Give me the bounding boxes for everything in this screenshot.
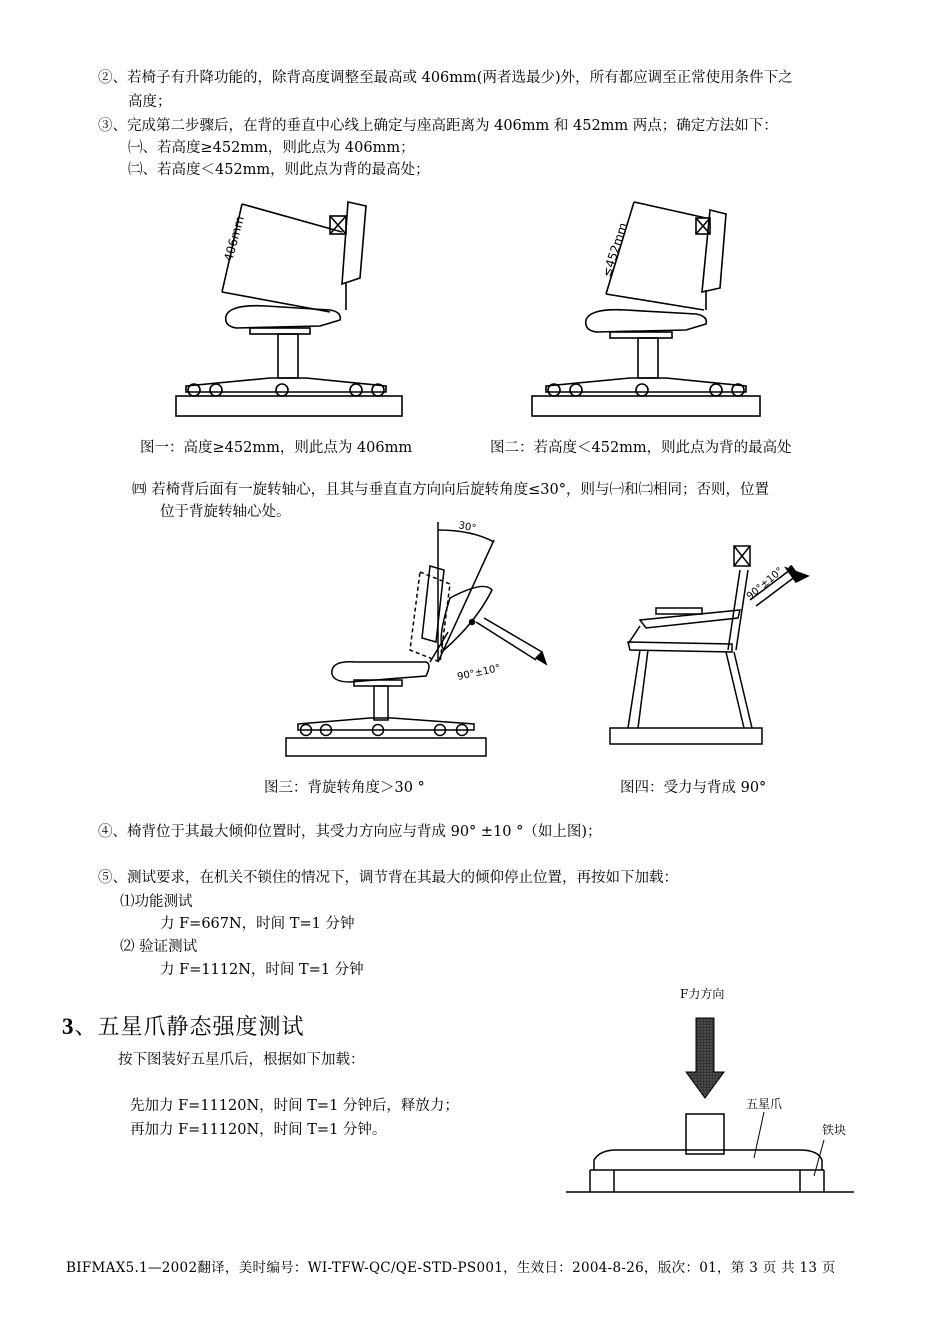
figure-2-dim-label: ≤452mm [599,221,631,279]
figure-5-star-base-test [560,980,860,1200]
figure-5-block-label: 铁块 [822,1123,847,1137]
figure-3-angle-label: 30° [457,520,478,535]
figure-2-caption: 图二：若高度＜452mm，则此点为背的最高处 [490,440,792,456]
section-3-heading [62,1010,305,1041]
para-5: ⑤、测试要求，在机关不锁住的情况下，调节背在其最大的倾仰停止位置，再按如下加载： [98,870,678,886]
figure-3-caption: 图三：背旋转角度＞30 ° [264,780,425,796]
figure-4-caption: 图四：受力与背成 90° [620,780,767,796]
figure-3-back-rotation [280,512,550,762]
test-1-detail: 力 F=667N，时间 T=1 分钟 [160,916,355,932]
para-3: ③、完成第二步骤后，在背的垂直中心线上确定与座高距离为 406mm 和 452mm 两点；确定方法如下： [98,118,778,134]
section-3-intro: 按下图装好五星爪后，根据如下加载： [118,1052,365,1068]
figure-1-dim-label: 406mm [221,214,247,263]
figure-5-part-label: 五星爪 [746,1097,783,1111]
para-2-line2: 高度； [128,94,172,110]
section-3-title: 、五星爪静态强度测试 [74,1015,305,1040]
para-2-line1: ②、若椅子有升降功能的，除背高度调整至最高或 406mm(两者选最少)外，所有都应调至正常使用条件下之 [98,70,793,86]
figure-4-force-angle-label: 90°±10° [744,565,786,603]
figure-5-force-label: F力方向 [680,987,725,1001]
sub-item-4-line1: ㈣ 若椅背后面有一旋转轴心，且其与垂直直方向向后旋转角度≤30°，则与㈠和㈡相同；否则，位置 [132,482,769,498]
para-4: ④、椅背位于其最大倾仰位置时，其受力方向应与背成 90° ±10 °（如上图)； [98,824,602,840]
test-1-title: ⑴功能测试 [120,894,193,910]
figure-4-force-on-back [600,540,820,750]
section-3-load-2: 再加力 F=11120N，时间 T=1 分钟。 [130,1122,387,1138]
figure-1-caption: 图一：高度≥452mm，则此点为 406mm [140,440,413,456]
sub-item-4-line2: 位于背旋转轴心处。 [160,504,291,520]
test-2-title: ⑵ 验证测试 [120,939,198,955]
page-footer: BIFMAX5.1—2002翻译，美时编号：WI-TFW-QC/QE-STD-PS001，生效日：2004-8-26，版次：01，第 3 页 共 13 页 [66,1260,836,1276]
figure-2-chair-452 [526,192,766,422]
section-3-load-1: 先加力 F=11120N，时间 T=1 分钟后，释放力； [130,1098,459,1114]
section-3-number: 3 [62,1014,75,1039]
figure-1-chair-406 [170,192,410,422]
test-2-detail: 力 F=1112N，时间 T=1 分钟 [160,962,364,978]
sub-item-2: ㈡、若高度＜452mm，则此点为背的最高处； [128,162,430,178]
sub-item-1: ㈠、若高度≥452mm，则此点为 406mm； [128,140,415,156]
figure-3-force-angle-label: 90°±10° [456,663,502,683]
